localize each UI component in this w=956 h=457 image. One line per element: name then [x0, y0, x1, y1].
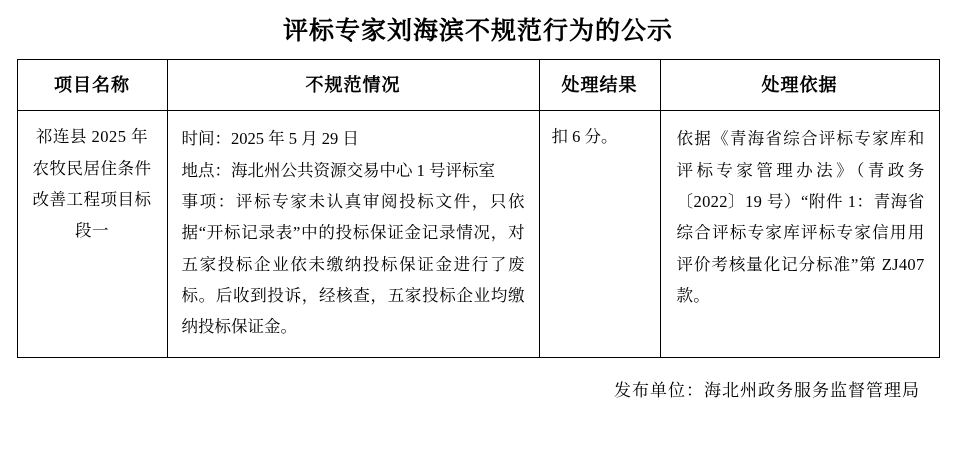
column-header-project-name: 项目名称	[17, 60, 167, 111]
column-header-result: 处理结果	[539, 60, 660, 111]
cell-result: 扣 6 分。	[539, 111, 660, 357]
table-row	[17, 111, 939, 357]
footer-label: 发布单位：	[614, 380, 704, 400]
page-title: 评标专家刘海滨不规范行为的公示	[282, 18, 673, 45]
footer-organization: 海北州政务服务监督管理局	[704, 380, 920, 400]
irregularity-line-matter: 事项：评标专家未认真审阅投标文件，只依据“开标记录表”中的投标保证金记录情况，对五家投标企业依未缴纳投标保证金进行了废标。后收到投诉，经核查，五家投标企业均缴纳投标保证金。	[181, 191, 525, 337]
table-header-row	[17, 60, 939, 111]
cell-basis: 依据《青海省综合评标专家库和评标专家管理办法》（青政务〔2022〕19 号）“附件 1：青海省综合评标专家库评标专家信用用评价考核量化记分标准”第 ZJ407 款。	[660, 111, 939, 357]
irregularity-line-time: 时间：2025 年 5 月 29 日	[181, 129, 359, 149]
column-header-irregularity: 不规范情况	[167, 60, 539, 111]
cell-irregularity	[167, 111, 539, 357]
irregularity-line-place: 地点：海北州公共资源交易中心 1 号评标室	[181, 160, 495, 180]
notice-table	[17, 59, 940, 358]
footer	[0, 376, 956, 401]
cell-project-name: 祁连县 2025 年农牧民居住条件改善工程项目标段一	[17, 111, 167, 357]
column-header-basis: 处理依据	[660, 60, 939, 111]
